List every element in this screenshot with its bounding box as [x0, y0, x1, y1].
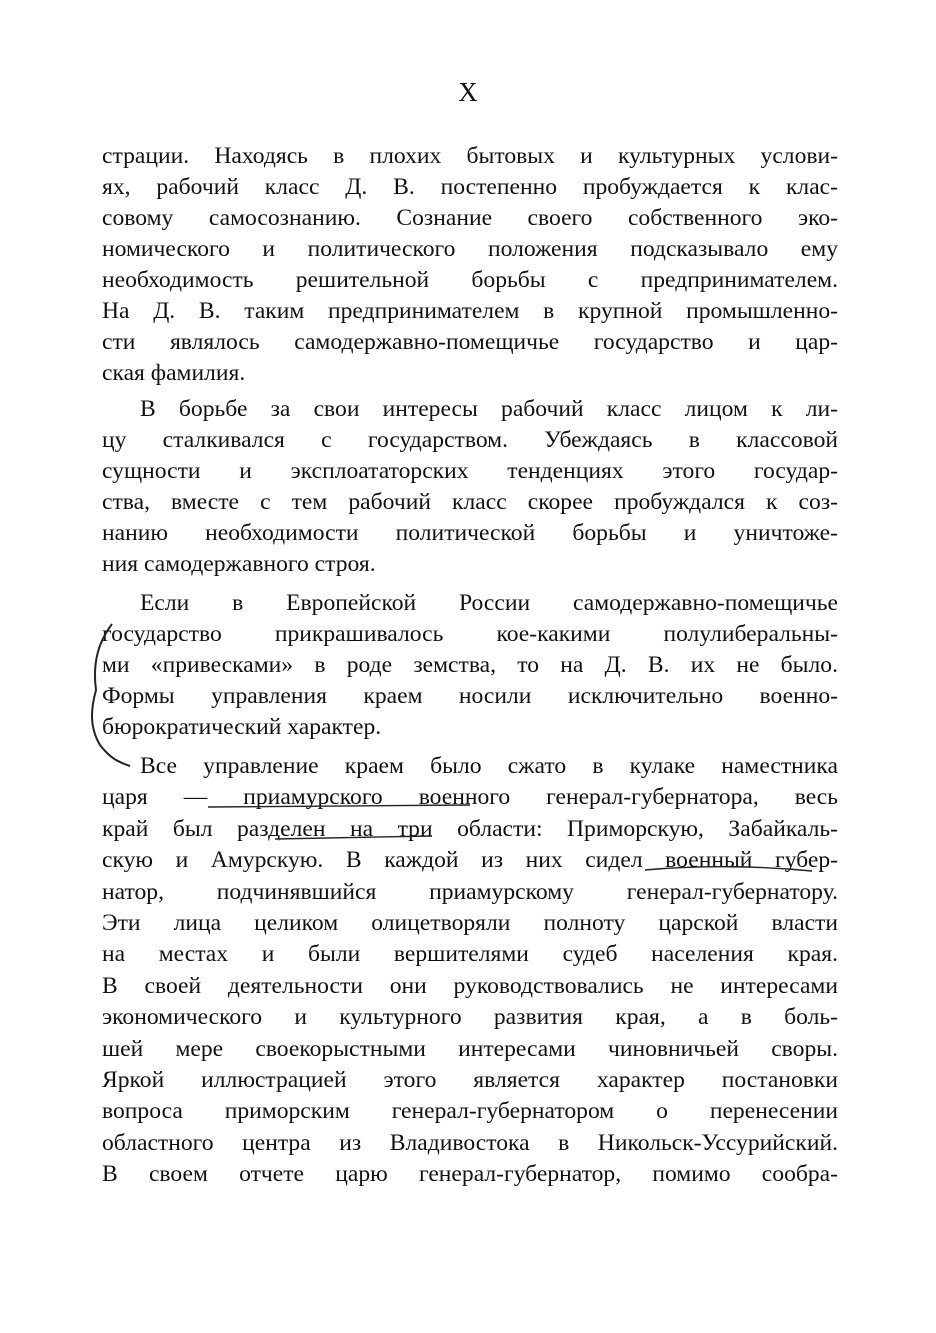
text-line: сущности и эксплоататорских тенденциях этого государ- [102, 458, 838, 484]
text-line: нанию необходимости политической борьбы и уничтоже- [102, 520, 838, 546]
text-line: Яркой иллюстрацией этого является характер постановки [102, 1067, 838, 1093]
text-line: ми «привесками» в роде земства, то на Д. В. их не было. [102, 652, 838, 678]
text-line: край был разделен на три области: Приморскую, Забайкаль- [102, 815, 838, 842]
text-line: ства, вместе с тем рабочий класс скорее пробуждался к соз- [102, 489, 838, 515]
text-line: В борьбе за свои интересы рабочий класс лицом к ли- [140, 396, 838, 422]
text-line: необходимость решительной борьбы с предпринимателем. [102, 267, 838, 293]
text-line: ская фамилия. [102, 360, 246, 386]
text-line: вопроса приморским генерал-губернатором о перенесении [102, 1098, 838, 1125]
text-line: Формы управления краем носили исключительно военно- [102, 683, 838, 709]
text-line: шей мере своекорыстными интересами чиновничьей своры. [102, 1035, 838, 1062]
text-line: на местах и были вершителями судеб населения края. [102, 941, 838, 968]
text-line: В своей деятельности они руководствовались не интересами [102, 972, 838, 999]
text-line: натор, подчинявшийся приамурскому генерал-губернатору. [102, 878, 838, 905]
text-line: ях, рабочий класс Д. В. постепенно пробуждается к клас- [102, 174, 838, 200]
text-line: царя — приамурского военного генерал-губернатора, весь [102, 784, 838, 811]
page-number: X [458, 77, 478, 107]
text-line: номического и политического положения подсказывало ему [102, 236, 838, 262]
text-line: страции. Находясь в плохих бытовых и культурных услови- [102, 143, 838, 169]
text-line: бюрократический характер. [102, 714, 382, 740]
text-line: государство прикрашивалось кое-какими полулиберальны- [102, 621, 838, 647]
text-line: На Д. В. таким предпринимателем в крупной промышленно- [102, 298, 838, 324]
text-line: Если в Европейской России самодержавно-помещичье [140, 590, 838, 616]
text-line: Все управление краем было сжато в кулаке наместника [140, 753, 838, 779]
text-line: совому самосознанию. Сознание своего собственного эко- [102, 205, 838, 231]
text-line: Эти лица целиком олицетворяли полноту царской власти [102, 910, 838, 936]
text-line: скую и Амурскую. В каждой из них сидел военный губер- [102, 847, 838, 874]
text-line: В своем отчете царю генерал-губернатор, помимо сообра- [102, 1161, 838, 1188]
text-line: ния самодержавного строя. [102, 551, 376, 577]
text-line: цу сталкивался с государством. Убеждаясь в классовой [102, 427, 838, 453]
text-line: экономического и культурного развития края, а в боль- [102, 1004, 838, 1031]
text-line: областного центра из Владивостока в Никольск-Уссурийский. [102, 1129, 838, 1156]
text-line: сти являлось самодержавно-помещичье государство и цар- [102, 329, 838, 355]
